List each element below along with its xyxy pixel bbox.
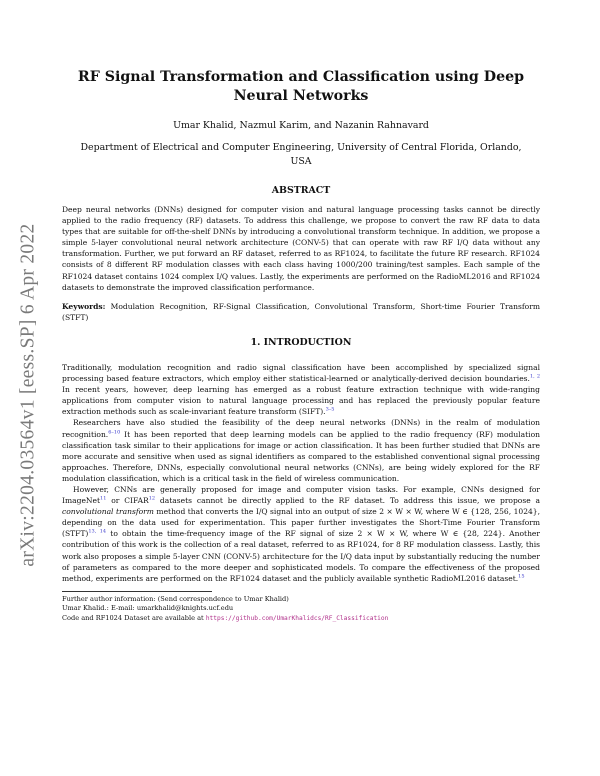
intro-paragraph-2 <box>62 417 540 484</box>
intro-p2-text-a: Researchers have also studied the feasibility of the deep neural networks (DNNs) in the realm of modulation recognition. <box>62 418 540 439</box>
citation[interactable]: 15 <box>518 573 525 580</box>
affiliation: Department of Electrical and Computer Engineering, University of Central Florida, Orlando, USA <box>80 142 522 167</box>
intro-p3-text-e: to obtain the time-frequency image of the RF signal of size 2 × W × W, where W ∈ {28, 224}. Another contribution of this work is the collection of a real dataset, referred to as RF1024, for 8 RF modulation classess. Lastly, this work also proposes a simple 5-layer CNN (CONV-5) architecture for the I/Q data input by substantially reducing the number of parameters as compared to the more deeper and sophisticated models. To compare the effectiveness of the proposed method, experiments are performed on the RF1024 dataset and the publicly available synthetic RadioML2016 dataset. <box>62 529 541 583</box>
intro-p3-text-a: However, CNNs are generally proposed for image and computer vision tasks. For example, CNNs designed for ImageNet <box>62 484 540 506</box>
citation[interactable]: 12 <box>148 495 156 502</box>
arxiv-sidebar <box>14 210 44 580</box>
intro-paragraph-1 <box>62 362 540 417</box>
arxiv-identifier: arXiv:2204.03564v1 [eess.SP] 6 Apr 2022 <box>18 223 39 567</box>
author-list: Umar Khalid, Nazmul Karim, and Nazanin Rahnavard <box>173 120 429 131</box>
section-heading-introduction: 1. INTRODUCTION <box>250 336 352 348</box>
footnotes <box>62 595 540 624</box>
intro-p2-text-b: It has been reported that deep learning models can be applied to the radio frequency (RF) modulation classification task similar to their applications for image or action classification. It has been further studied that DNNs are more accurate and sensitive when used as signal identifiers as compared to the established conventional signal processing approaches. Therefore, DNNs, especially convolutional neural networks (CNNs), are being widely explored for the RF modulation classification, which is a critical task in the field of wireless communication. <box>62 429 540 483</box>
citation[interactable]: 13, 14 <box>88 528 107 535</box>
footnote-author-info: Further author information: (Send correspondence to Umar Khalid) <box>62 594 289 603</box>
keywords-text: Modulation Recognition, RF-Signal Classification, Convolutional Transform, Short-time Fourier Transform (STFT) <box>62 301 540 322</box>
abstract-text: Deep neural networks (DNNs) designed for computer vision and natural language processing tasks cannot be directly applied to the radio frequency (RF) datasets. To address this challenge, we propose to convert the raw RF data to data types that are suitable for off-the-shelf DNNs by introducing a convolutional transform technique. In addition, we propose a simple 5-layer convolutional neural network architecture (CONV-5) that can operate with raw RF I/Q data without any transformation. Further, we put forward an RF dataset, referred to as RF1024, to facilitate the future RF research. RF1024 consists of 8 different RF modulation classes with each class having 1000/200 training/test samples. Each sample of the RF1024 dataset contains 1024 complex I/Q values. Lastly, the experiments are performed on the RadioML2016 and RF1024 datasets to demonstrate the improved classification performance. <box>62 205 540 292</box>
intro-p3-text-d: method that converts the I/Q signal into an output of size 2 × W × W, where W ∈ {128, 256, 1024}, depending on the data used for experimentation. This paper further investigates the Short-Time Fourier Transform (STFT) <box>62 507 540 539</box>
emphasis-term: convolutional transform <box>62 507 154 517</box>
footnote-code <box>62 614 540 624</box>
citation[interactable]: 6–10 <box>108 428 121 435</box>
paper-page <box>62 68 540 624</box>
intro-paragraph-3 <box>62 484 540 584</box>
keywords-label: Keywords: <box>62 301 106 311</box>
citation[interactable]: 1, 2 <box>529 373 540 380</box>
intro-p3-text-c: datasets cannot be directly applied to the RF dataset. To address this issue, we propose a <box>155 496 541 506</box>
footnote-email: Umar Khalid.: E-mail: umarkhalid@knights.ucf.edu <box>62 604 234 613</box>
citation[interactable]: 3–5 <box>325 406 335 413</box>
footnote-code-text: Code and RF1024 Dataset are available at <box>62 614 206 622</box>
intro-p1-text-b: In recent years, however, deep learning has emerged as a robust feature extraction technique with wide-ranging applications from computer vision to natural language processing and has replaced the previously popular feature extraction methods such as scale-invariant feature transform (SIFT). <box>62 385 540 417</box>
intro-p3-text-b: or CIFAR <box>106 496 149 506</box>
intro-p1-text-a: Traditionally, modulation recognition and radio signal classification have been accomplished by specialized signal processing based feature extractors, which employ either statistical-learned or analytically-derived decision boundaries. <box>62 362 540 384</box>
citation[interactable]: 11 <box>100 495 107 502</box>
keywords <box>62 301 540 323</box>
abstract-heading: ABSTRACT <box>271 185 331 196</box>
paper-title: RF Signal Transformation and Classification using Deep Neural Networks <box>77 69 525 104</box>
github-link[interactable]: https://github.com/UmarKhalidcs/RF_Classification <box>205 615 389 622</box>
